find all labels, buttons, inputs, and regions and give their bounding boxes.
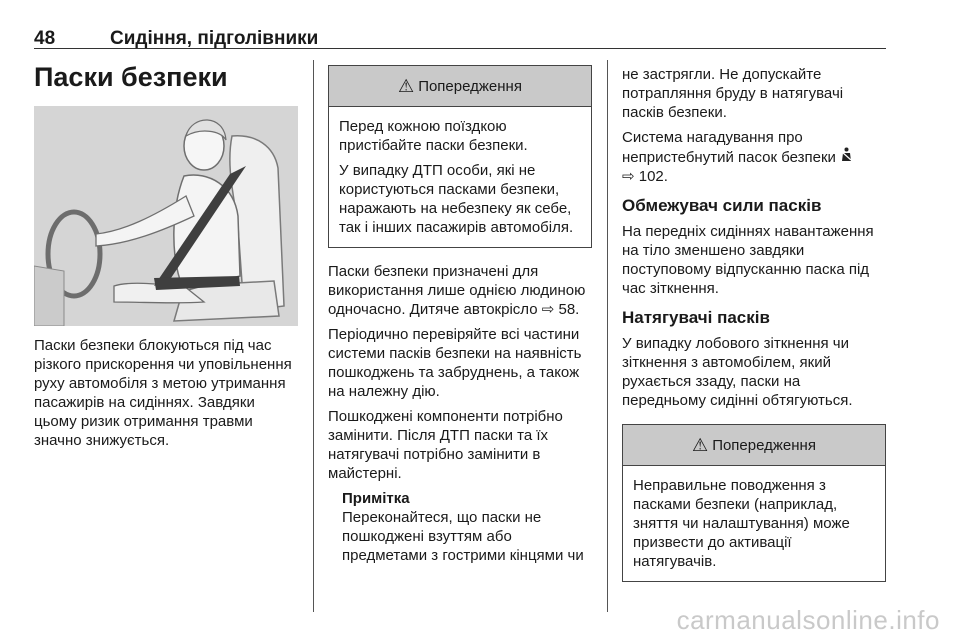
note-text: Переконайтеся, що паски не пошкоджені взуттям або предметами з гострими кінцями чи [342, 509, 584, 564]
column-right [622, 65, 886, 596]
watermark: carmanualsonline.info [676, 605, 940, 635]
intro-paragraph: Паски безпеки блокуються під час різкого прискорення чи уповільнення руху автомобіля з метою утримання пасажирів на сидіннях. Завдяки цьому ризик отримання травми значно знижується. [34, 337, 292, 449]
warning-body [623, 466, 885, 581]
paragraph [328, 262, 592, 319]
page-reference[interactable]: 102. [638, 168, 668, 185]
column-middle [328, 65, 592, 571]
paragraph-text: Система нагадування про непристебнутий пасок безпеки [622, 129, 836, 166]
subheading-pretensioners: Натягувачі пасків [622, 308, 770, 327]
warning-paragraph: У випадку ДТП особи, які не користуються пасками безпеки, наражають на небезпеку як себе, так і інших пасажирів автомобіля. [339, 162, 574, 236]
page-header [34, 14, 886, 49]
paragraph-text: Паски безпеки призначені для використання лише однією людиною одночасно. Дитяче автокрісло [328, 263, 586, 318]
reference-arrow-icon: ⇨ [541, 301, 555, 318]
subheading-force-limiter: Обмежувач сили пасків [622, 196, 822, 215]
paragraph: На передніх сидіннях навантаження на тіло зменшено завдяки поступовому відпусканню паска під час зіткнення. [622, 223, 874, 297]
note-title: Примітка [342, 490, 410, 507]
column-divider [313, 60, 314, 612]
warning-body [329, 107, 591, 247]
page-reference[interactable]: 58. [558, 301, 580, 318]
warning-box [328, 65, 592, 248]
paragraph: Пошкоджені компоненти потрібно замінити. Після ДТП паски та їх натягувачі потрібно замінити в майстерні. [328, 408, 563, 482]
warning-triangle-icon: ⚠ [692, 434, 709, 455]
warning-title: Попередження [418, 77, 522, 95]
seatbelt-reminder-icon [840, 147, 853, 167]
column-divider [607, 60, 608, 612]
paragraph [622, 128, 886, 186]
warning-triangle-icon: ⚠ [398, 75, 415, 96]
warning-header [329, 66, 591, 107]
page-number: 48 [34, 28, 56, 49]
note [328, 489, 592, 565]
paragraph: не застрягли. Не допускайте потрапляння бруду в натягувачі пасків безпеки. [622, 66, 844, 121]
warning-box [622, 424, 886, 582]
section-title: Паски безпеки [34, 62, 228, 92]
warning-paragraph: Перед кожною поїздкою пристібайте паски безпеки. [339, 118, 528, 154]
paragraph: У випадку лобового зіткнення чи зіткнення з автомобілем, який рухається ззаду, паски на передньому сидінні обтягуються. [622, 335, 853, 409]
chapter-title: Сидіння, підголівники [110, 28, 319, 49]
warning-header [623, 425, 885, 466]
paragraph: Періодично перевіряйте всі частини системи пасків безпеки на наявність пошкоджень та забруднень, а також на належну дію. [328, 326, 582, 400]
seatbelt-illustration [34, 106, 298, 326]
reference-arrow-icon: ⇨ [622, 168, 635, 185]
warning-paragraph: Неправильне поводження з пасками безпеки (наприклад, зняття чи налаштування) може призвести до активації натягувачів. [633, 477, 850, 570]
column-left [34, 60, 298, 456]
warning-title: Попередження [712, 436, 816, 454]
